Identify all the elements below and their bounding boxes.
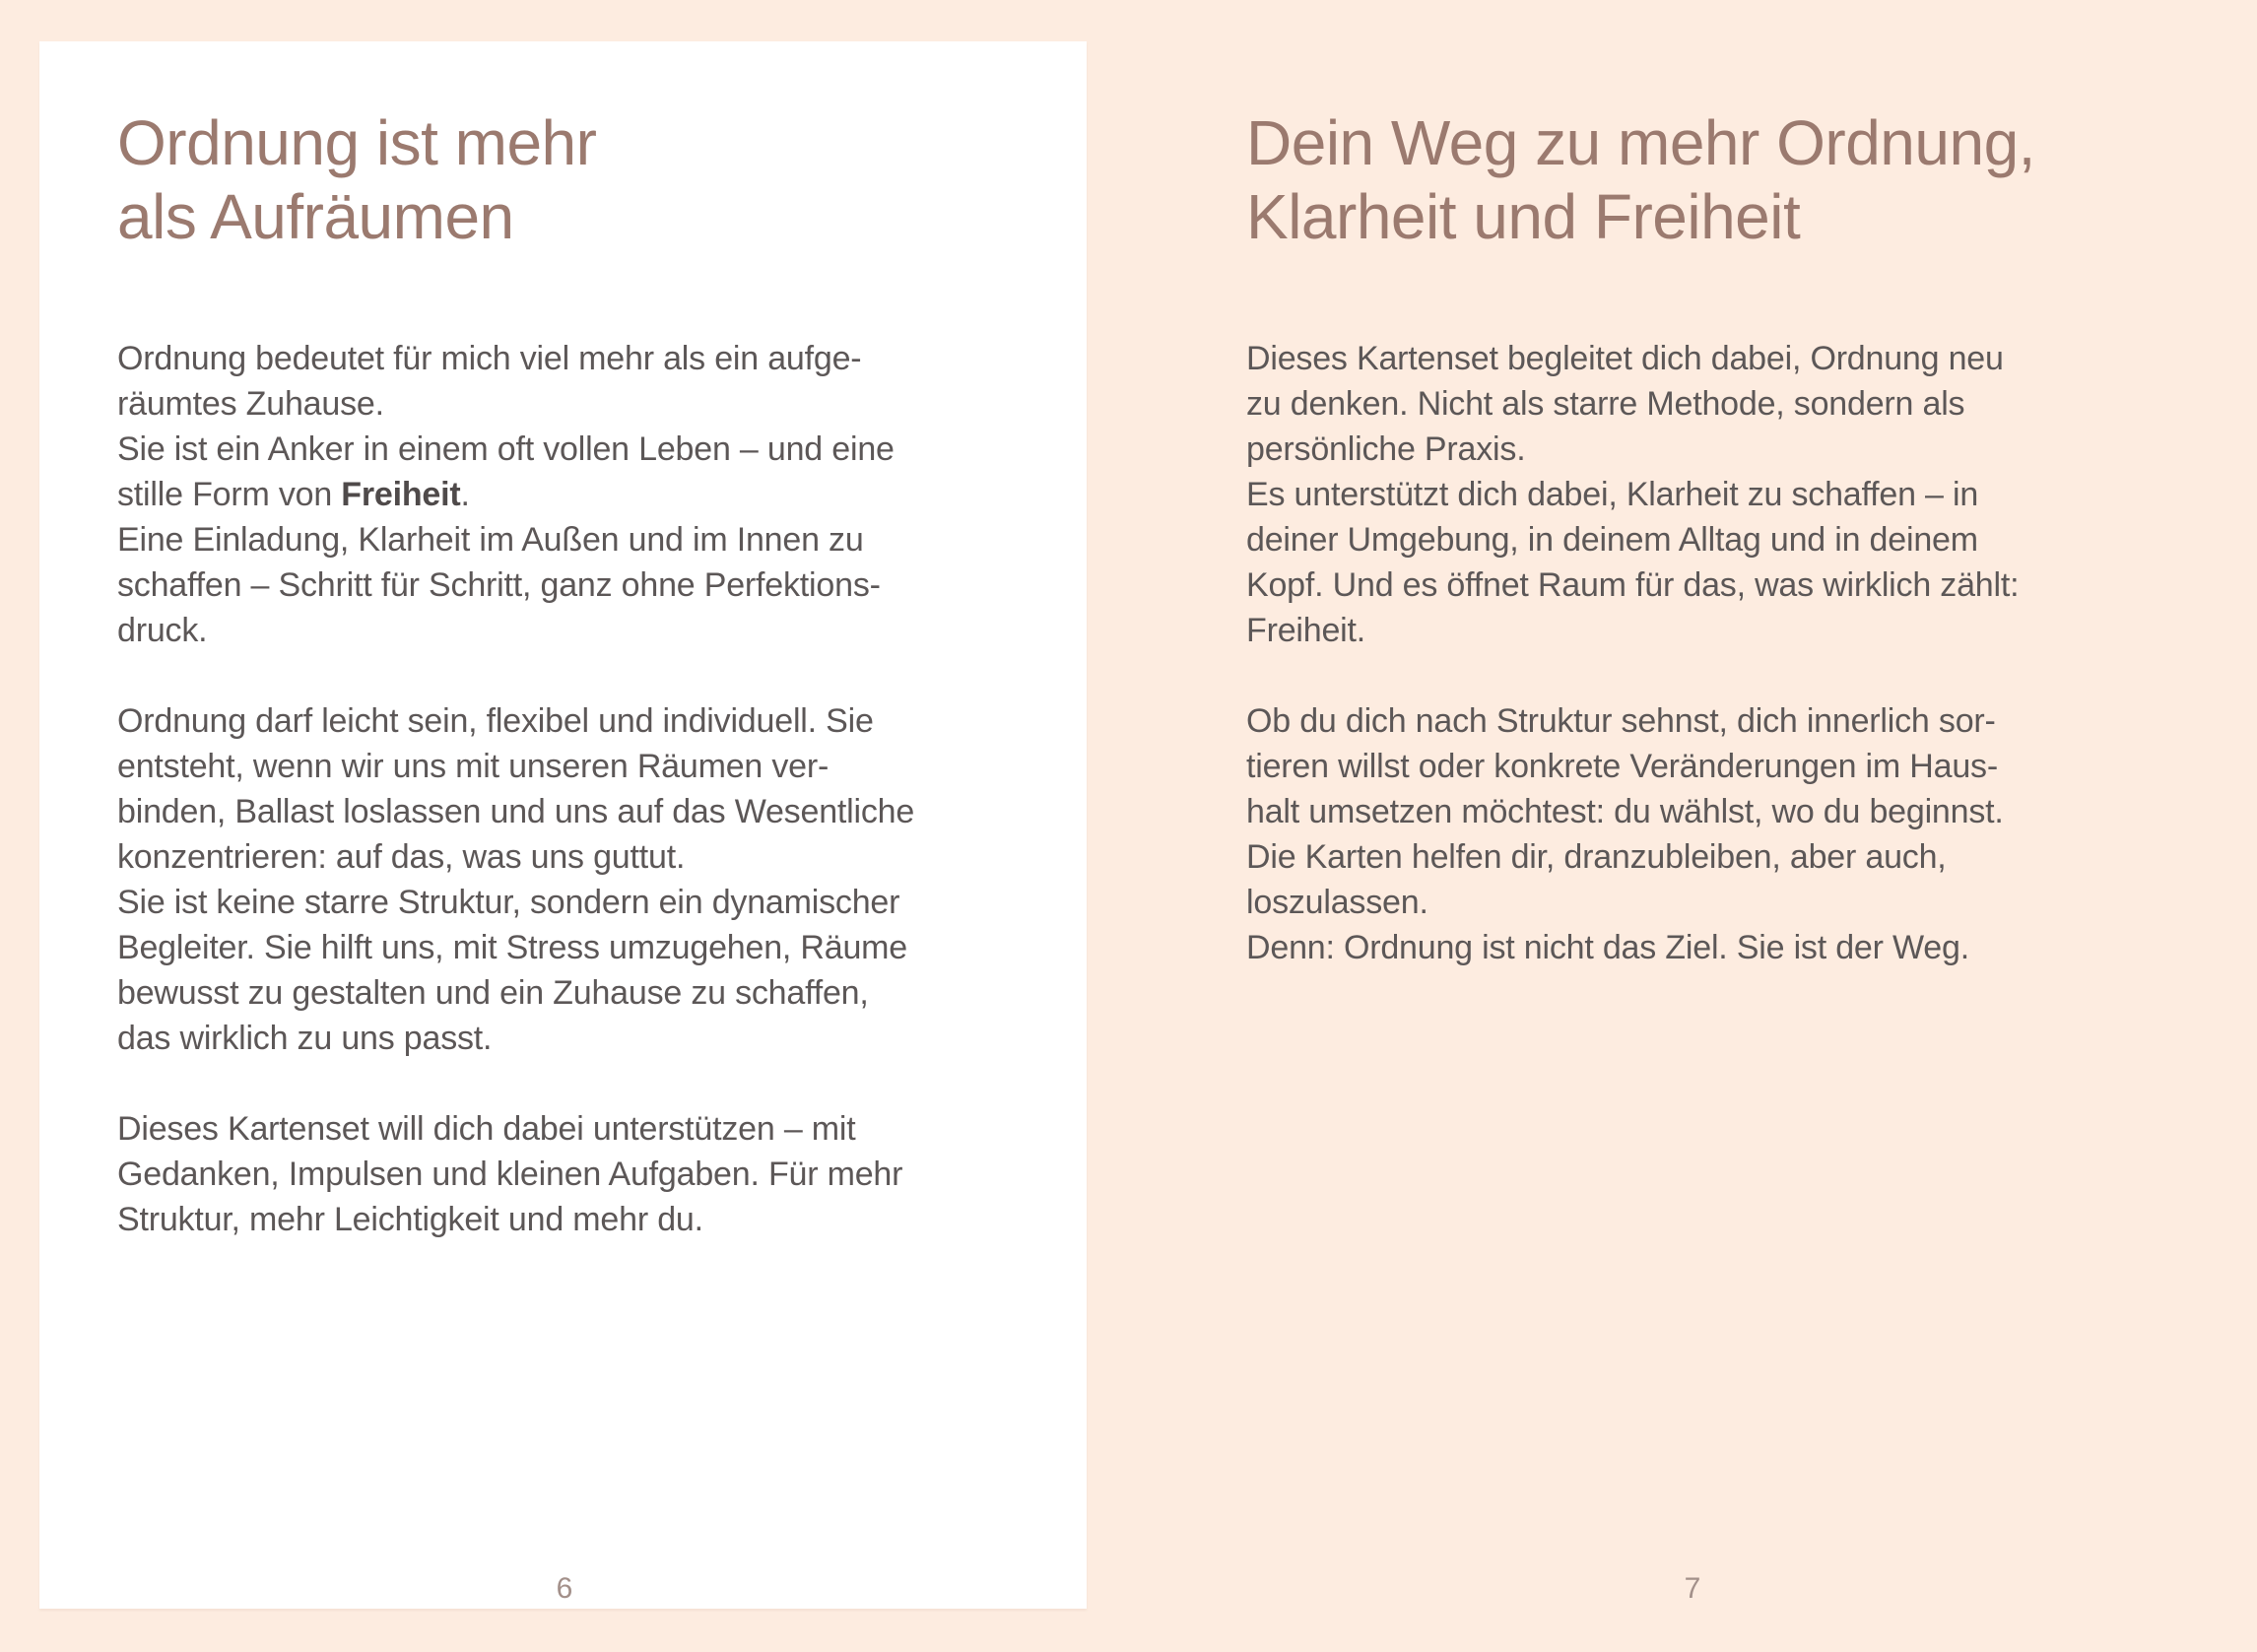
paragraph-spacer xyxy=(117,1061,914,1106)
text-line: räumtes Zuhause. xyxy=(117,385,384,423)
text-run: stille Form von xyxy=(117,476,342,513)
text-line: Ob du dich nach Struktur sehnst, dich innerlich sor- xyxy=(1246,702,1996,740)
text-line: Dieses Kartenset will dich dabei unterstützen – mit xyxy=(117,1110,856,1148)
text-line: halt umsetzen möchtest: du wählst, wo du beginnst. xyxy=(1246,793,2004,830)
text-line: schaffen – Schritt für Schritt, ganz ohne Perfektions- xyxy=(117,566,881,604)
text-line: Ordnung bedeutet für mich viel mehr als ein aufge- xyxy=(117,340,862,377)
paragraph-3 xyxy=(117,1106,914,1242)
left-page xyxy=(39,41,1087,1609)
text-run: . xyxy=(460,476,470,513)
text-line: Denn: Ordnung ist nicht das Ziel. Sie ist der Weg. xyxy=(1246,929,1969,966)
text-line: binden, Ballast loslassen und uns auf das Wesentliche xyxy=(117,793,915,830)
emphasis-freiheit: Freiheit xyxy=(341,476,461,513)
text-line: persönliche Praxis. xyxy=(1246,430,1526,468)
paragraph-1 xyxy=(1246,336,2019,653)
right-page-body xyxy=(1246,336,2019,970)
text-line: bewusst zu gestalten und ein Zuhause zu schaffen, xyxy=(117,974,869,1012)
paragraph-1 xyxy=(117,336,914,653)
text-line: konzentrieren: auf das, was uns guttut. xyxy=(117,838,686,876)
paragraph-spacer xyxy=(117,653,914,698)
text-line: Es unterstützt dich dabei, Klarheit zu schaffen – in xyxy=(1246,476,1979,513)
text-line: Begleiter. Sie hilft uns, mit Stress umzugehen, Räume xyxy=(117,929,908,966)
text-line: Kopf. Und es öffnet Raum für das, was wirklich zählt: xyxy=(1246,566,2020,604)
text-line: druck. xyxy=(117,612,208,649)
text-line: Eine Einladung, Klarheit im Außen und im Innen zu xyxy=(117,521,864,559)
paragraph-spacer xyxy=(1246,653,2019,698)
text-line: zu denken. Nicht als starre Methode, sondern als xyxy=(1246,385,1965,423)
title-line: Klarheit und Freiheit xyxy=(1246,181,1801,252)
text-line: Die Karten helfen dir, dranzubleiben, aber auch, xyxy=(1246,838,1947,876)
paragraph-2 xyxy=(1246,698,2019,970)
left-page-body xyxy=(117,336,914,1242)
text-line: Sie ist ein Anker in einem oft vollen Leben – und eine xyxy=(117,430,895,468)
text-line xyxy=(117,472,914,517)
text-line: Struktur, mehr Leichtigkeit und mehr du. xyxy=(117,1201,703,1238)
page-number-left: 6 xyxy=(556,1572,573,1605)
left-page-title xyxy=(117,106,596,254)
text-line: Sie ist keine starre Struktur, sondern ein dynamischer xyxy=(117,884,900,921)
text-line: entsteht, wenn wir uns mit unseren Räumen ver- xyxy=(117,748,830,785)
title-line: Dein Weg zu mehr Ordnung, xyxy=(1246,107,2035,178)
title-line: Ordnung ist mehr xyxy=(117,107,597,178)
text-line: Freiheit. xyxy=(1246,612,1366,649)
text-line: loszulassen. xyxy=(1246,884,1428,921)
text-line: tieren willst oder konkrete Veränderungen im Haus- xyxy=(1246,748,1998,785)
text-line: Dieses Kartenset begleitet dich dabei, Ordnung neu xyxy=(1246,340,2004,377)
right-page-title xyxy=(1246,106,2035,254)
text-line: deiner Umgebung, in deinem Alltag und in deinem xyxy=(1246,521,1978,559)
text-line: Gedanken, Impulsen und kleinen Aufgaben. Für mehr xyxy=(117,1156,903,1193)
right-page xyxy=(1129,41,2216,1609)
page-number-right: 7 xyxy=(1684,1572,1701,1605)
paragraph-2 xyxy=(117,698,914,1061)
text-line: das wirklich zu uns passt. xyxy=(117,1020,493,1057)
text-line: Ordnung darf leicht sein, flexibel und individuell. Sie xyxy=(117,702,874,740)
title-line: als Aufräumen xyxy=(117,181,514,252)
